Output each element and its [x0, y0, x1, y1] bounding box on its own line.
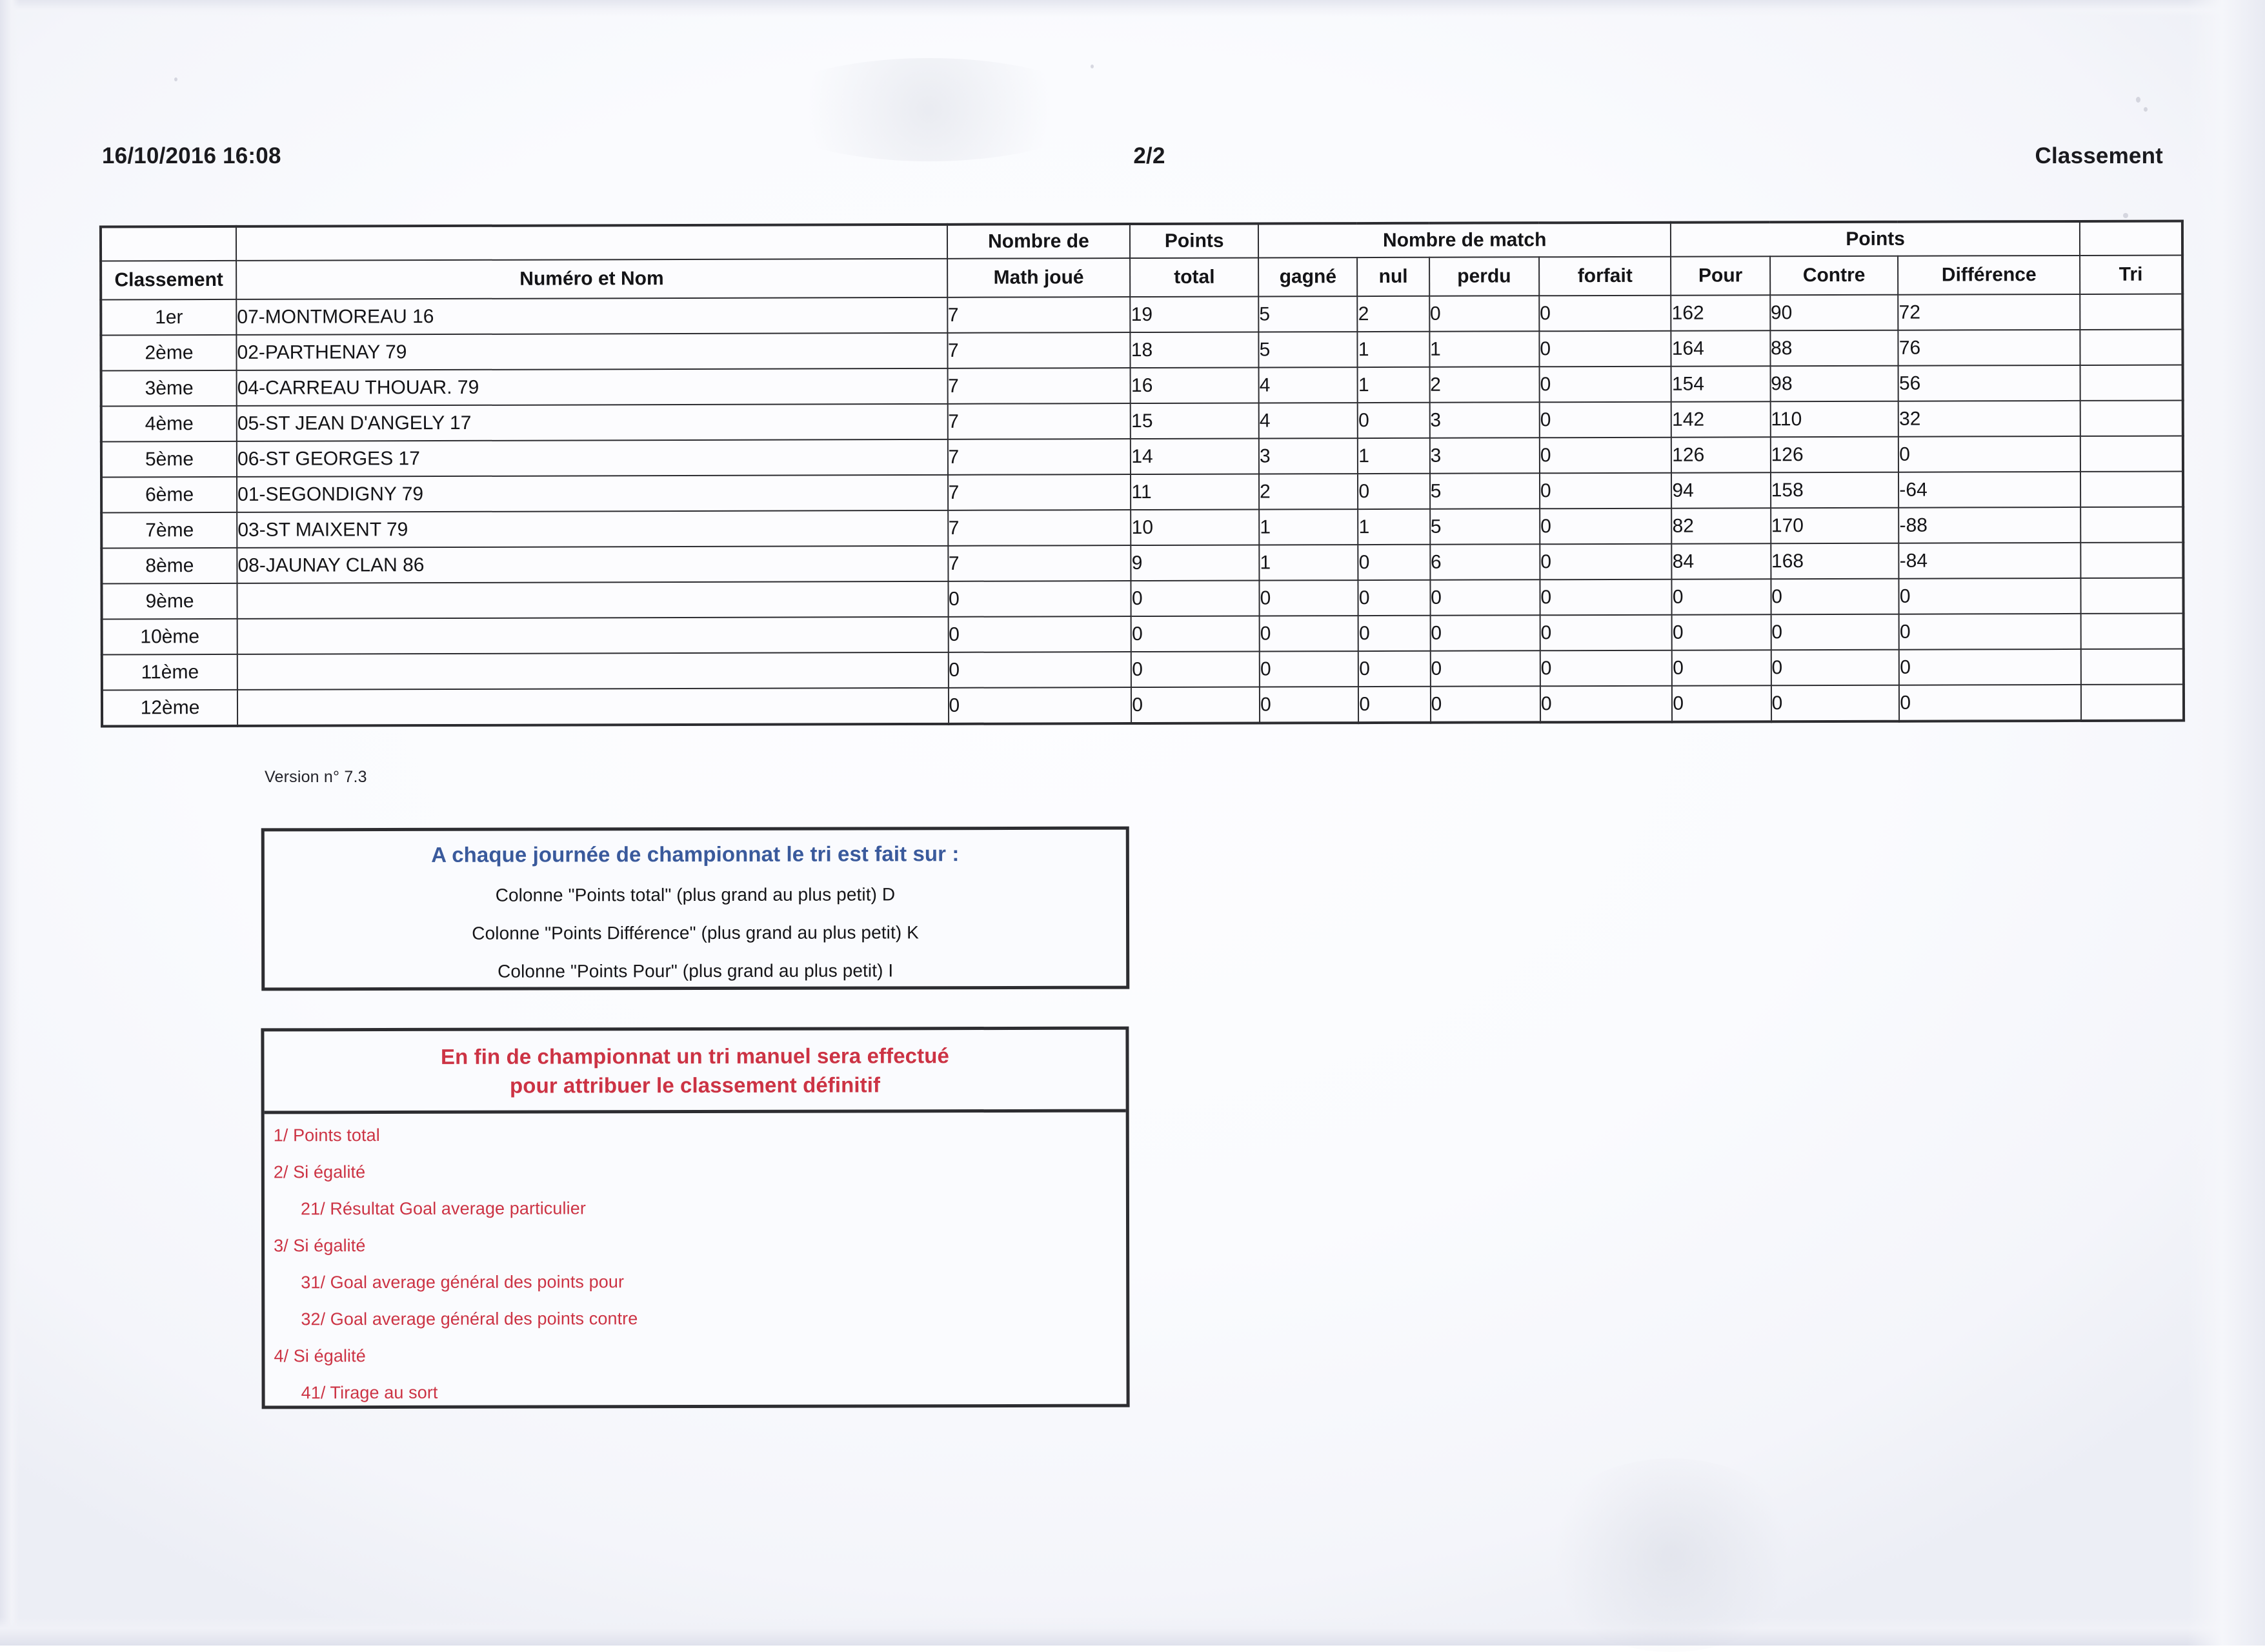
cell-difference: 32: [1898, 401, 2080, 437]
cell-total: 19: [1131, 296, 1259, 332]
cell-for: 162: [1671, 295, 1770, 330]
column-header-forfeit: forfait: [1539, 257, 1671, 296]
cell-for: 94: [1671, 472, 1770, 508]
cell-won: 0: [1260, 687, 1358, 723]
cell-total: 16: [1131, 367, 1259, 403]
cell-played: 7: [947, 439, 1131, 475]
cell-total: 14: [1131, 438, 1259, 474]
cell-for: 82: [1671, 508, 1770, 543]
cell-for: 0: [1672, 685, 1771, 721]
column-header-won: gagné: [1258, 257, 1357, 296]
cell-rank: 7ème: [101, 512, 237, 549]
table-row: [102, 613, 2184, 654]
manual-sort-title-line2: pour attribuer le classement définitif: [509, 1072, 881, 1098]
cell-for: 0: [1672, 614, 1771, 650]
sort-rules-box: [261, 827, 1130, 991]
cell-difference: 56: [1898, 365, 2080, 401]
table-row: [101, 471, 2183, 512]
column-header-total: total: [1130, 257, 1258, 297]
cell-name: 01-SEGONDIGNY 79: [237, 475, 948, 512]
cell-drawn: 1: [1358, 509, 1430, 545]
manual-sort-criterion: 31/ Goal average général des points pour: [301, 1272, 625, 1293]
cell-against: 88: [1770, 330, 1898, 367]
cell-won: 1: [1259, 545, 1358, 580]
table-row: [102, 684, 2184, 726]
scan-speck: [2144, 107, 2148, 112]
cell-won: 2: [1259, 474, 1358, 509]
cell-rank: 1er: [101, 299, 236, 336]
cell-forfeit: 0: [1540, 615, 1673, 651]
table-row: [101, 507, 2183, 548]
paper-edge-bottom: [0, 1617, 2265, 1646]
manual-sort-criterion: 2/ Si égalité: [273, 1162, 366, 1182]
cell-for: 154: [1671, 366, 1770, 401]
cell-for: 126: [1671, 437, 1770, 472]
cell-name: [237, 652, 949, 690]
scan-speck: [2136, 97, 2140, 103]
cell-forfeit: 0: [1540, 579, 1672, 616]
cell-difference: 0: [1898, 436, 2080, 472]
cell-lost: 0: [1431, 686, 1540, 722]
cell-tri: [2081, 684, 2184, 720]
cell-lost: 0: [1430, 615, 1540, 650]
cell-drawn: 0: [1358, 616, 1430, 651]
cell-against: 168: [1771, 543, 1899, 579]
cell-won: 0: [1260, 651, 1358, 687]
cell-drawn: 1: [1358, 438, 1429, 474]
manual-sort-header: [264, 1030, 1125, 1114]
cell-lost: 6: [1430, 544, 1540, 579]
cell-rank: 5ème: [101, 441, 237, 478]
cell-forfeit: 0: [1540, 650, 1673, 687]
cell-difference: 72: [1898, 294, 2080, 330]
cell-drawn: 1: [1358, 367, 1429, 403]
cell-played: 0: [948, 687, 1131, 724]
column-header-tri: Tri: [2080, 255, 2182, 294]
cell-difference: -88: [1898, 507, 2080, 543]
group-header-match-count: Nombre de match: [1258, 223, 1671, 258]
column-header-drawn: nul: [1357, 257, 1429, 296]
sort-rules-title: A chaque journée de championnat le tri est fait sur :: [431, 841, 960, 867]
cell-drawn: 2: [1358, 296, 1429, 332]
column-header-against: Contre: [1770, 256, 1898, 296]
manual-sort-criterion: 3/ Si égalité: [274, 1236, 366, 1256]
table-row: [101, 294, 2182, 335]
cell-for: 0: [1672, 579, 1771, 614]
cell-won: 4: [1259, 403, 1358, 438]
cell-difference: 76: [1898, 330, 2080, 366]
cell-tri: [2080, 578, 2183, 613]
cell-drawn: 0: [1358, 651, 1430, 687]
cell-forfeit: 0: [1540, 509, 1672, 545]
cell-lost: 3: [1429, 402, 1539, 438]
cell-played: 7: [948, 510, 1131, 546]
cell-total: 9: [1131, 545, 1260, 581]
cell-name: 04-CARREAU THOUAR. 79: [237, 368, 948, 406]
sort-rule-line: Colonne "Points total" (plus grand au plus petit) D: [495, 884, 896, 905]
cell-tri: [2080, 471, 2183, 507]
cell-played: 7: [947, 403, 1131, 439]
cell-drawn: 0: [1358, 580, 1430, 616]
cell-forfeit: 0: [1540, 438, 1672, 474]
cell-won: 0: [1260, 580, 1358, 616]
group-header-points: Points: [1130, 223, 1258, 258]
cell-against: 0: [1771, 579, 1899, 615]
group-header-blank-rank: [101, 227, 236, 261]
cell-for: 142: [1671, 401, 1770, 437]
cell-against: 126: [1770, 437, 1898, 473]
cell-played: 7: [947, 368, 1131, 404]
cell-won: 5: [1258, 296, 1357, 332]
cell-forfeit: 0: [1539, 296, 1671, 332]
column-header-name: Numéro et Nom: [236, 259, 947, 299]
cell-against: 170: [1771, 508, 1899, 544]
version-note: Version n° 7.3: [265, 768, 367, 786]
cell-name: 08-JAUNAY CLAN 86: [237, 546, 948, 583]
paper-edge-left: [0, 0, 19, 1646]
group-header-blank-name: [236, 225, 947, 261]
paper-edge-top: [0, 0, 2265, 17]
column-header-rank: Classement: [101, 261, 236, 300]
cell-tri: [2080, 400, 2183, 436]
cell-rank: 8ème: [101, 548, 237, 584]
cell-drawn: 0: [1358, 403, 1429, 438]
manual-sort-criteria-list: [265, 1113, 1127, 1404]
cell-lost: 3: [1429, 438, 1539, 473]
cell-drawn: 1: [1358, 332, 1429, 367]
cell-rank: 4ème: [101, 406, 237, 442]
cell-played: 0: [948, 581, 1131, 617]
cell-forfeit: 0: [1540, 473, 1672, 509]
paper-edge-right: [2188, 0, 2265, 1646]
cell-difference: 0: [1899, 614, 2081, 650]
table-row: [101, 365, 2183, 406]
manual-sort-criterion: 21/ Résultat Goal average particulier: [300, 1198, 586, 1219]
group-header-blank-tri: [2080, 221, 2182, 255]
column-header-for: Pour: [1671, 256, 1769, 295]
cell-drawn: 0: [1358, 474, 1429, 509]
cell-played: 0: [948, 616, 1131, 652]
cell-won: 5: [1258, 332, 1357, 367]
group-header-points-group: Points: [1671, 221, 2080, 257]
table-row: [101, 400, 2183, 441]
cell-lost: 5: [1430, 509, 1540, 544]
cell-for: 84: [1672, 543, 1771, 579]
cell-played: 7: [948, 474, 1131, 510]
cell-total: 10: [1131, 509, 1260, 545]
cell-lost: 2: [1429, 367, 1539, 402]
cell-difference: 0: [1899, 685, 2081, 721]
cell-rank: 12ème: [102, 690, 237, 727]
cell-name: [237, 688, 949, 726]
cell-won: 3: [1259, 438, 1358, 474]
cell-rank: 3ème: [101, 370, 237, 407]
cell-rank: 11ème: [102, 654, 237, 690]
cell-rank: 9ème: [101, 583, 237, 620]
cell-name: 02-PARTHENAY 79: [236, 333, 947, 370]
cell-total: 11: [1131, 474, 1259, 510]
cell-tri: [2080, 507, 2183, 542]
column-header-difference: Différence: [1898, 256, 2080, 295]
cell-tri: [2080, 365, 2182, 400]
cell-total: 0: [1131, 687, 1260, 723]
cell-for: 164: [1671, 330, 1770, 366]
manual-sort-title-line1: En fin de championnat un tri manuel sera effectué: [440, 1043, 949, 1069]
table-group-header-row: [101, 221, 2182, 261]
cell-drawn: 0: [1358, 687, 1430, 723]
cell-tri: [2081, 649, 2184, 684]
table-row: [101, 329, 2182, 370]
cell-difference: -84: [1899, 543, 2081, 579]
cell-against: 0: [1771, 685, 1900, 722]
cell-difference: 0: [1899, 649, 2081, 685]
cell-forfeit: 0: [1539, 367, 1671, 403]
cell-total: 0: [1131, 651, 1260, 687]
page-title: Classement: [2035, 143, 2163, 168]
table-body: [101, 294, 2184, 726]
cell-won: 0: [1260, 616, 1358, 651]
cell-total: 15: [1131, 403, 1259, 439]
cell-lost: 0: [1429, 296, 1539, 331]
ranking-table-container: [99, 219, 2185, 727]
cell-against: 0: [1771, 614, 1899, 650]
cell-tri: [2080, 436, 2183, 471]
cell-played: 7: [947, 332, 1131, 368]
cell-tri: [2080, 329, 2182, 365]
cell-rank: 2ème: [101, 335, 236, 371]
cell-against: 0: [1771, 650, 1899, 686]
cell-rank: 6ème: [101, 477, 237, 513]
ranking-table: [99, 219, 2185, 727]
manual-sort-criterion: 1/ Points total: [273, 1125, 380, 1145]
cell-name: 07-MONTMOREAU 16: [236, 297, 947, 335]
scan-speck: [174, 77, 177, 81]
cell-name: 06-ST GEORGES 17: [237, 439, 948, 477]
cell-name: 05-ST JEAN D'ANGELY 17: [237, 404, 948, 441]
manual-sort-criterion: 4/ Si égalité: [274, 1346, 366, 1366]
cell-total: 0: [1131, 616, 1260, 652]
cell-difference: 0: [1899, 578, 2081, 614]
cell-forfeit: 0: [1539, 331, 1671, 367]
cell-won: 1: [1259, 509, 1358, 545]
cell-played: 0: [948, 652, 1131, 688]
cell-tri: [2081, 613, 2184, 649]
column-header-lost: perdu: [1429, 257, 1539, 296]
table-row: [101, 436, 2183, 477]
table-row: [101, 578, 2183, 619]
cell-forfeit: 0: [1540, 544, 1672, 580]
header-page-number: 2/2: [1133, 143, 1165, 168]
scan-speck: [1091, 65, 1094, 68]
header-datetime: 16/10/2016 16:08: [102, 143, 281, 168]
cell-won: 4: [1259, 367, 1358, 403]
cell-total: 0: [1131, 580, 1260, 616]
cell-name: [237, 617, 949, 654]
table-row: [101, 542, 2183, 583]
sort-rule-line: Colonne "Points Pour" (plus grand au plus petit) I: [498, 960, 894, 982]
cell-lost: 5: [1430, 473, 1540, 509]
cell-against: 158: [1771, 472, 1899, 509]
table-head: [101, 221, 2182, 299]
manual-sort-box: [261, 1027, 1129, 1409]
cell-tri: [2080, 294, 2182, 329]
table-column-header-row: [101, 255, 2182, 299]
cell-played: 7: [948, 545, 1131, 581]
cell-drawn: 0: [1358, 545, 1430, 580]
cell-total: 18: [1131, 332, 1259, 368]
cell-against: 98: [1770, 366, 1898, 402]
cell-tri: [2080, 542, 2183, 578]
cell-forfeit: 0: [1540, 402, 1672, 438]
sort-rule-line: Colonne "Points Différence" (plus grand au plus petit) K: [472, 922, 919, 943]
cell-against: 90: [1770, 295, 1898, 331]
cell-for: 0: [1672, 650, 1771, 685]
table-row: [102, 649, 2184, 690]
cell-difference: -64: [1898, 472, 2080, 508]
cell-rank: 10ème: [102, 619, 237, 655]
cell-forfeit: 0: [1540, 686, 1673, 723]
group-header-matches-played: Nombre de: [947, 224, 1130, 259]
column-header-played: Math joué: [947, 258, 1131, 297]
cell-lost: 0: [1430, 650, 1540, 686]
cell-name: 03-ST MAIXENT 79: [237, 510, 948, 548]
document-header: [102, 143, 2167, 179]
cell-lost: 0: [1430, 579, 1540, 615]
cell-against: 110: [1770, 401, 1898, 438]
cell-name: [237, 581, 949, 619]
manual-sort-criterion: 32/ Goal average général des points contre: [301, 1309, 638, 1329]
manual-sort-criterion: 41/ Tirage au sort: [301, 1382, 438, 1403]
cell-played: 7: [947, 297, 1131, 333]
cell-lost: 1: [1429, 331, 1539, 367]
scan-speck: [2123, 213, 2128, 218]
